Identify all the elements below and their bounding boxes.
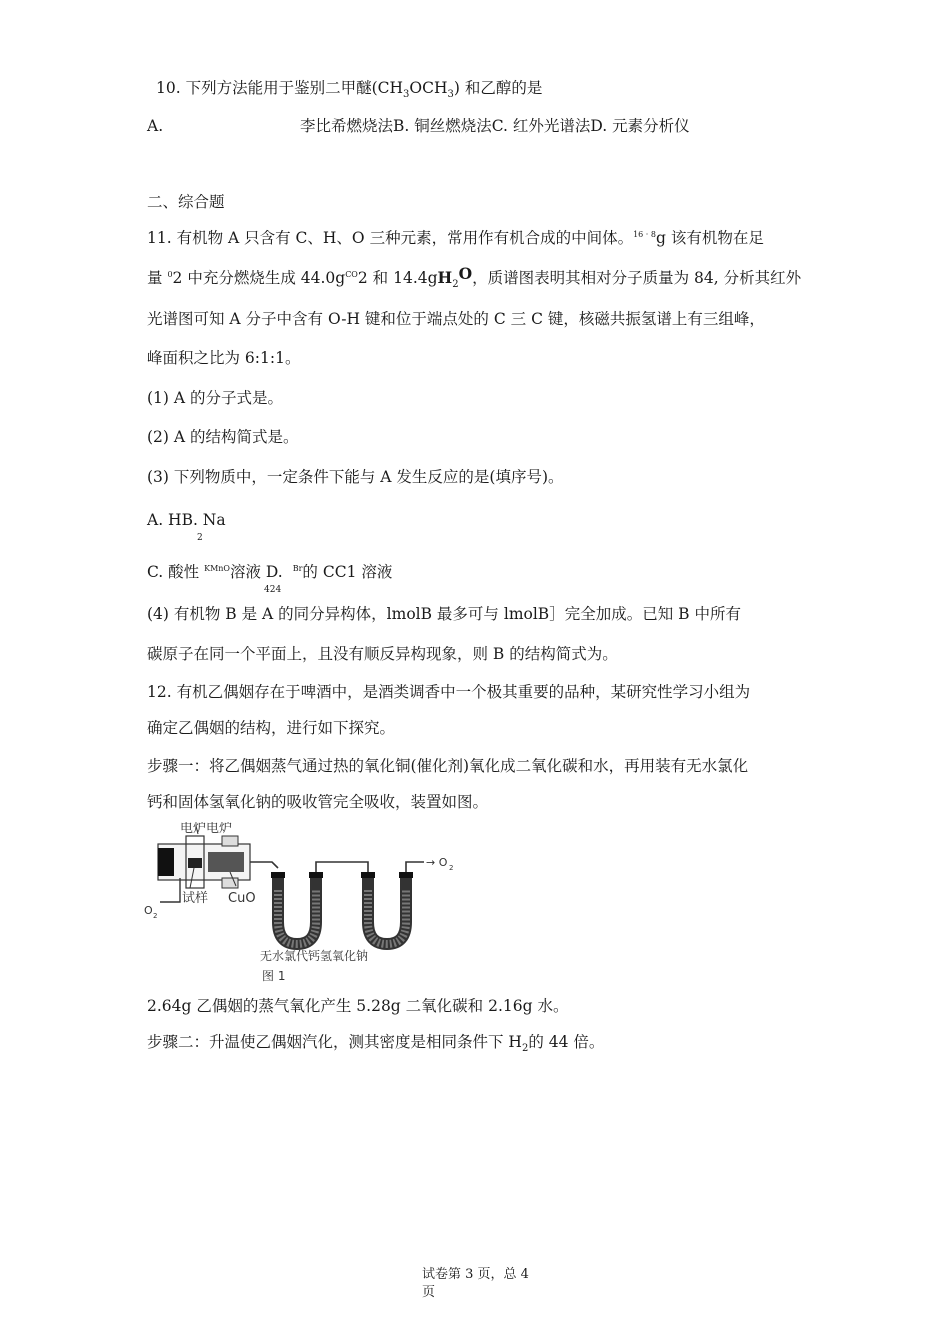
q10-stem bbox=[156, 78, 542, 101]
q11-line4: 峰面积之比为 6:1:1。 bbox=[147, 349, 301, 367]
q12-result: 2.64g 乙偶姻的蒸气氧化产生 5.28g 二氧化碳和 2.16g 水。 bbox=[147, 997, 569, 1015]
q11-optc-sup: KMnO bbox=[204, 564, 230, 573]
o2-inlet-pipe bbox=[160, 878, 180, 902]
stopper-3 bbox=[361, 872, 375, 878]
stopper-1 bbox=[271, 872, 285, 878]
cuo-packing bbox=[208, 852, 244, 872]
connector-pipe-2 bbox=[316, 862, 368, 876]
q10-option-a-label: A. bbox=[147, 117, 164, 135]
q12-line2: 确定乙偶姻的结构，进行如下探究。 bbox=[147, 719, 396, 737]
q11-part4-line1: (4) 有机物 B 是 A 的同分异构体，lmolB 最多可与 lmolB］完全加成。已知 B 中所有 bbox=[147, 605, 741, 623]
q12-step2-sub: 2 bbox=[521, 1043, 529, 1054]
q11-options-cd-sub: 424 bbox=[264, 585, 282, 595]
q10-stem-text-b: OCH bbox=[409, 79, 448, 97]
apparatus-figure bbox=[140, 822, 470, 992]
furnace-bottom bbox=[222, 878, 238, 888]
q12-step2-text-b: 的 44 倍。 bbox=[528, 1033, 605, 1051]
q12-step1-line2: 钙和固体氢氧化钠的吸收管完全吸收，装置如图。 bbox=[147, 793, 489, 811]
q10-options: 李比希燃烧法B. 铜丝燃烧法C. 红外光谱法D. 元素分析仪 bbox=[300, 117, 690, 135]
furnace-label: 电炉电炉 bbox=[180, 822, 233, 836]
absorbent-label: 无水氯代钙氢氧化钠 bbox=[260, 949, 369, 963]
q11-part1: (1) A 的分子式是。 bbox=[147, 389, 284, 407]
q11-line2-text-c: 2 和 14.4g bbox=[357, 269, 438, 287]
q11-line2-sub: 2 bbox=[452, 279, 459, 290]
q11-line1-sup: 16 · 8 bbox=[633, 230, 656, 239]
o2-inlet-sub: 2 bbox=[153, 912, 158, 920]
figure-caption: 图 1 bbox=[262, 969, 286, 983]
sample-boat bbox=[188, 858, 202, 868]
q11-optc-text-c: 的 CC1 溶液 bbox=[302, 563, 393, 581]
q12-step2 bbox=[147, 1032, 604, 1055]
q11-line2 bbox=[147, 264, 802, 291]
q11-part4-line2: 碳原子在同一个平面上，且没有顺反异构现象，则 B 的结构简式为。 bbox=[147, 645, 618, 663]
q11-optc-sup2: Br bbox=[292, 564, 303, 573]
section-title: 二、综合题 bbox=[147, 193, 225, 211]
q11-part2: (2) A 的结构简式是。 bbox=[147, 428, 299, 446]
q11-line2-o: O bbox=[458, 264, 473, 283]
cuo-label: CuO bbox=[228, 891, 256, 906]
q10-stem-sub2: 3 bbox=[447, 89, 454, 100]
stopper-2 bbox=[309, 872, 323, 878]
sample-label: 试样 bbox=[182, 891, 209, 906]
q11-optc-text-b: 溶液 D. bbox=[229, 563, 283, 581]
q11-part3: (3) 下列物质中，一定条件下能与 A 发生反应的是(填序号)。 bbox=[147, 468, 564, 486]
q11-optc-text-a: C. 酸性 bbox=[147, 563, 205, 581]
q12-line1: 12. 有机乙偶姻存在于啤酒中，是酒类调香中一个极其重要的品种，某研究性学习小组为 bbox=[147, 683, 751, 701]
page-footer-line2: 页 bbox=[422, 1285, 436, 1300]
q11-options-ab: A. HB. Na bbox=[147, 511, 226, 529]
q10-stem-text-a: 10. 下列方法能用于鉴别二甲醚(CH bbox=[156, 79, 404, 97]
tube-stopper bbox=[158, 848, 174, 876]
q10-stem-text-c: ) 和乙醇的是 bbox=[453, 79, 543, 97]
q11-options-ab-sub: 2 bbox=[197, 533, 203, 543]
q10-stem-sub1: 3 bbox=[403, 89, 410, 100]
furnace-right bbox=[222, 836, 238, 846]
stopper-4 bbox=[399, 872, 413, 878]
q12-step2-text-a: 步骤二：升温使乙偶姻汽化，测其密度是相同条件下 H bbox=[147, 1033, 522, 1051]
q11-line2-text-a: 量 bbox=[147, 269, 168, 287]
q11-line2-text-d: ，质谱图表明其相对分子质量为 84, 分析其红外 bbox=[472, 269, 802, 287]
q11-line1 bbox=[147, 228, 764, 251]
o2-inlet-label: O bbox=[144, 904, 153, 917]
page-footer-line1: 试卷第 3 页，总 4 bbox=[422, 1267, 529, 1282]
q11-line2-text-b: 2 中充分燃烧生成 44.0g bbox=[172, 269, 346, 287]
connector-pipe-1 bbox=[250, 862, 278, 868]
q11-line3: 光谱图可知 A 分子中含有 O-H 键和位于端点处的 C 三 C 键，核磁共振氢谱上有三组峰， bbox=[147, 310, 765, 328]
q11-line2-sup: 0 bbox=[167, 270, 173, 279]
o2-outlet-sub: 2 bbox=[449, 864, 454, 872]
o2-outlet-label: → O bbox=[426, 856, 448, 869]
q11-line2-h: H bbox=[437, 268, 453, 287]
q11-line1-text-b: g 该有机物在足 bbox=[655, 229, 764, 247]
q11-line1-text: 11. 有机物 A 只含有 C、H、O 三种元素，常用作有机合成的中间体。 bbox=[147, 229, 634, 247]
q12-step1-line1: 步骤一：将乙偶姻蒸气通过热的氧化铜(催化剂)氧化成二氧化碳和水，再用装有无水氯化 bbox=[147, 757, 749, 775]
q11-line2-sup2: CO bbox=[345, 270, 358, 279]
